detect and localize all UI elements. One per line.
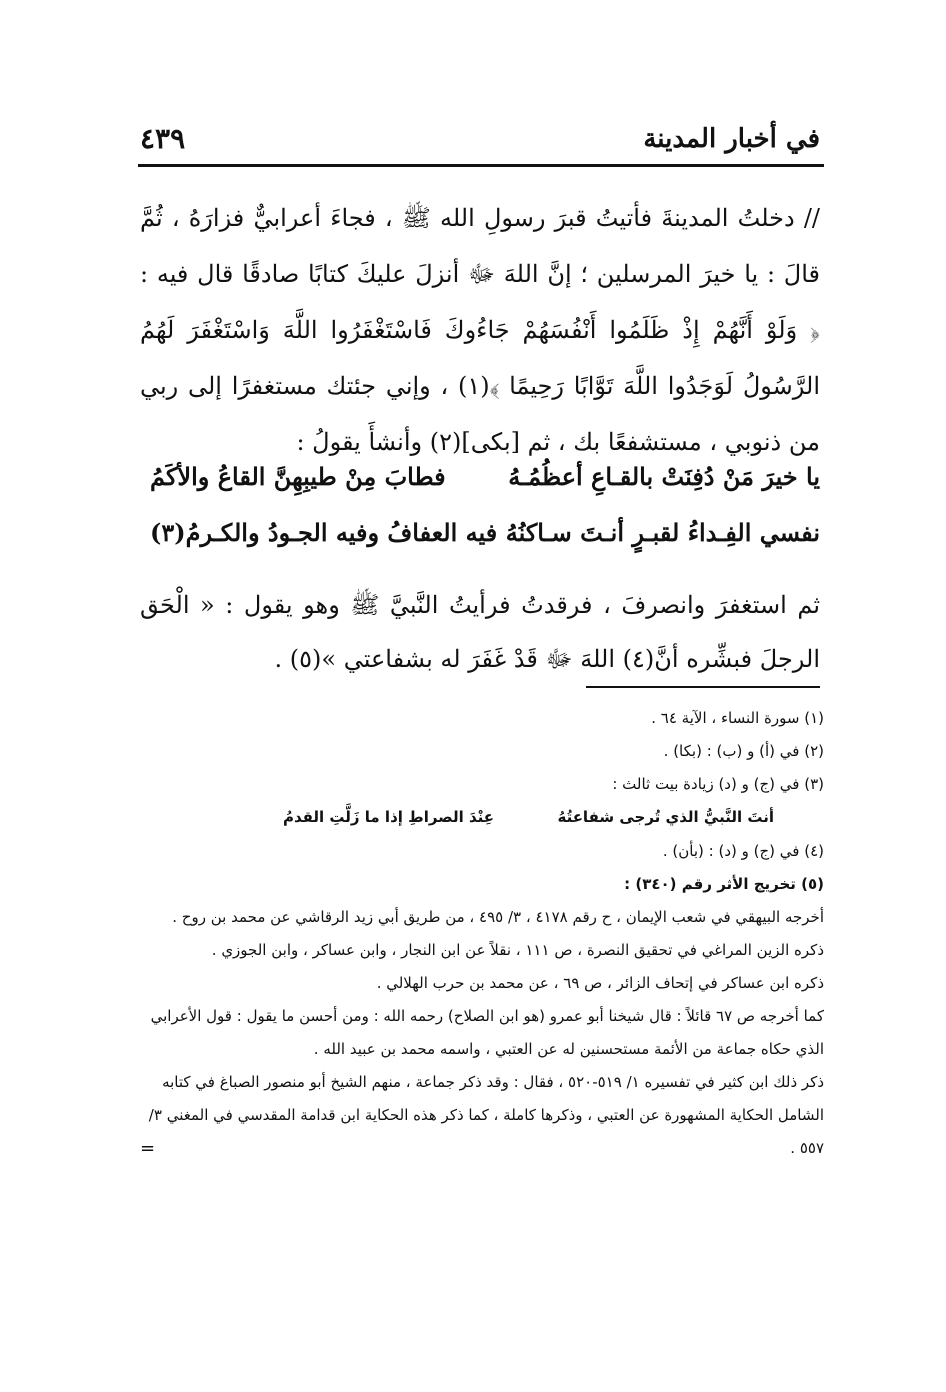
footnote-5-line: ذكره الزين المراغي في تحقيق النصرة ، ص ١١١ ، نقلاً عن ابن النجار ، وابن عساكر ، وابن الجوزي . — [211, 941, 824, 959]
footnote-5-last-block — [130, 1066, 824, 1165]
poem-verse-2 — [140, 518, 820, 574]
page-number: ٤٣٩ — [140, 122, 186, 155]
page-header — [140, 120, 820, 160]
footnote-4: (٤) في (ج) و (د) : (بأن) . — [662, 842, 824, 860]
footnote-5-line: ذكره ابن عساكر في إتحاف الزائر ، ص ٦٩ ، عن محمد بن حرب الهلالي . — [376, 974, 824, 992]
footnote-3-verse-second: عِنْدَ الصراطِ إذا ما زَلَّتِ القدمُ — [282, 808, 494, 826]
main-paragraph: // دخلتُ المدينةَ فأتيتُ قبرَ رسولِ الله ﷺ ، فجاءَ أعرابيٌّ فزارَهُ ، ثُمَّ قالَ : يا خيرَ المرسلين ؛ إنَّ اللهَ ﷻ أنزلَ عليكَ كتابًا صادقًا قال فيه : ﴿ وَلَوْ أَنَّهُمْ إِذْ ظَلَمُوا أَنْفُسَهُمْ جَاءُوكَ فَاسْتَغْفَرُوا اللَّهَ وَاسْتَغْفَرَ لَهُمُ الرَّسُولُ لَوَجَدُوا اللَّهَ تَوَّابًا رَحِيمًا ﴾(١) ، وإني جئتك مستغفرًا إلى ربي من ذنوبي ، مستشفعًا بك ، ثم [بكى](٢) وأنشأَ يقولُ : — [140, 204, 820, 456]
poem — [140, 462, 820, 574]
closing-text — [140, 578, 820, 686]
footnotes — [130, 702, 824, 1165]
verse-2-second-hemistich: فيه العفافُ وفيه الجـودُ والكـرمُ(٣) — [150, 518, 498, 547]
running-title: في أخبار المدينة — [643, 124, 820, 154]
footnote-2: (٢) في (أ) و (ب) : (بكا) . — [663, 742, 824, 760]
main-text — [140, 190, 820, 470]
closing-paragraph: ثم استغفرَ وانصرفَ ، فرقدتُ فرأيتُ النَّبيَّ ﷺ وهو يقول : « الْحَق الرجلَ فبشِّره أنَّ(٤) اللهَ ﷻ قَدْ غَفَرَ له بشفاعتي »(٥) . — [140, 591, 820, 673]
footnote-5-line: كما أخرجه ص ٦٧ قائلاً : قال شيخنا أبو عمرو (هو ابن الصلاح) رحمه الله : ومن أحسن ما يقول : قول الأعرابي الذي حكاه جماعة من الأئمة مستحسنين له عن العتبي ، واسمه محمد بن عبيد الله . — [150, 1007, 824, 1058]
verse-1-first-hemistich: يا خيرَ مَنْ دُفِنَتْ بالقـاعِ أعظُمُـهُ — [508, 462, 820, 491]
footnote-3-verse — [130, 801, 824, 835]
verse-1-second-hemistich: فطابَ مِنْ طيبِهِنَّ القاعُ والأكَمُ — [150, 462, 446, 491]
footnote-5: (٥) تخريج الأثر رقم (٣٤٠) : — [624, 875, 824, 893]
header-rule — [138, 164, 824, 167]
footnote-1: (١) سورة النساء ، الآية ٦٤ . — [651, 709, 824, 727]
poem-verse-1 — [140, 462, 820, 518]
footnote-5-line: ذكر ذلك ابن كثير في تفسيره ١/ ٥١٩-٥٢٠ ، فقال : وقد ذكر جماعة ، منهم الشيخ أبو منصور الصباغ في كتابه الشامل الحكاية المشهورة عن العتبي ، وذكرها كاملة ، كما ذكر هذه الحكاية ابن قدامة المقدسي في المغني ٣/ ٥٥٧ . — [148, 1073, 824, 1157]
continuation-mark: = — [140, 1138, 156, 1159]
footnote-3-verse-first: أنتَ النَّبيُّ الذي تُرجى شفاعتُهُ — [557, 808, 774, 826]
footnote-5-line: أخرجه البيهقي في شعب الإيمان ، ح رقم ٤١٧٨ ، ٣/ ٤٩٥ ، من طريق أبي زيد الرقاشي عن محمد بن روح . — [172, 908, 824, 926]
verse-2-first-hemistich: نفسي الفِـداءُ لقبـرٍ أنـتَ سـاكنُهُ — [505, 518, 820, 547]
footnote-3: (٣) في (ج) و (د) زيادة بيت ثالث : — [612, 775, 824, 793]
footnote-separator — [586, 686, 820, 688]
